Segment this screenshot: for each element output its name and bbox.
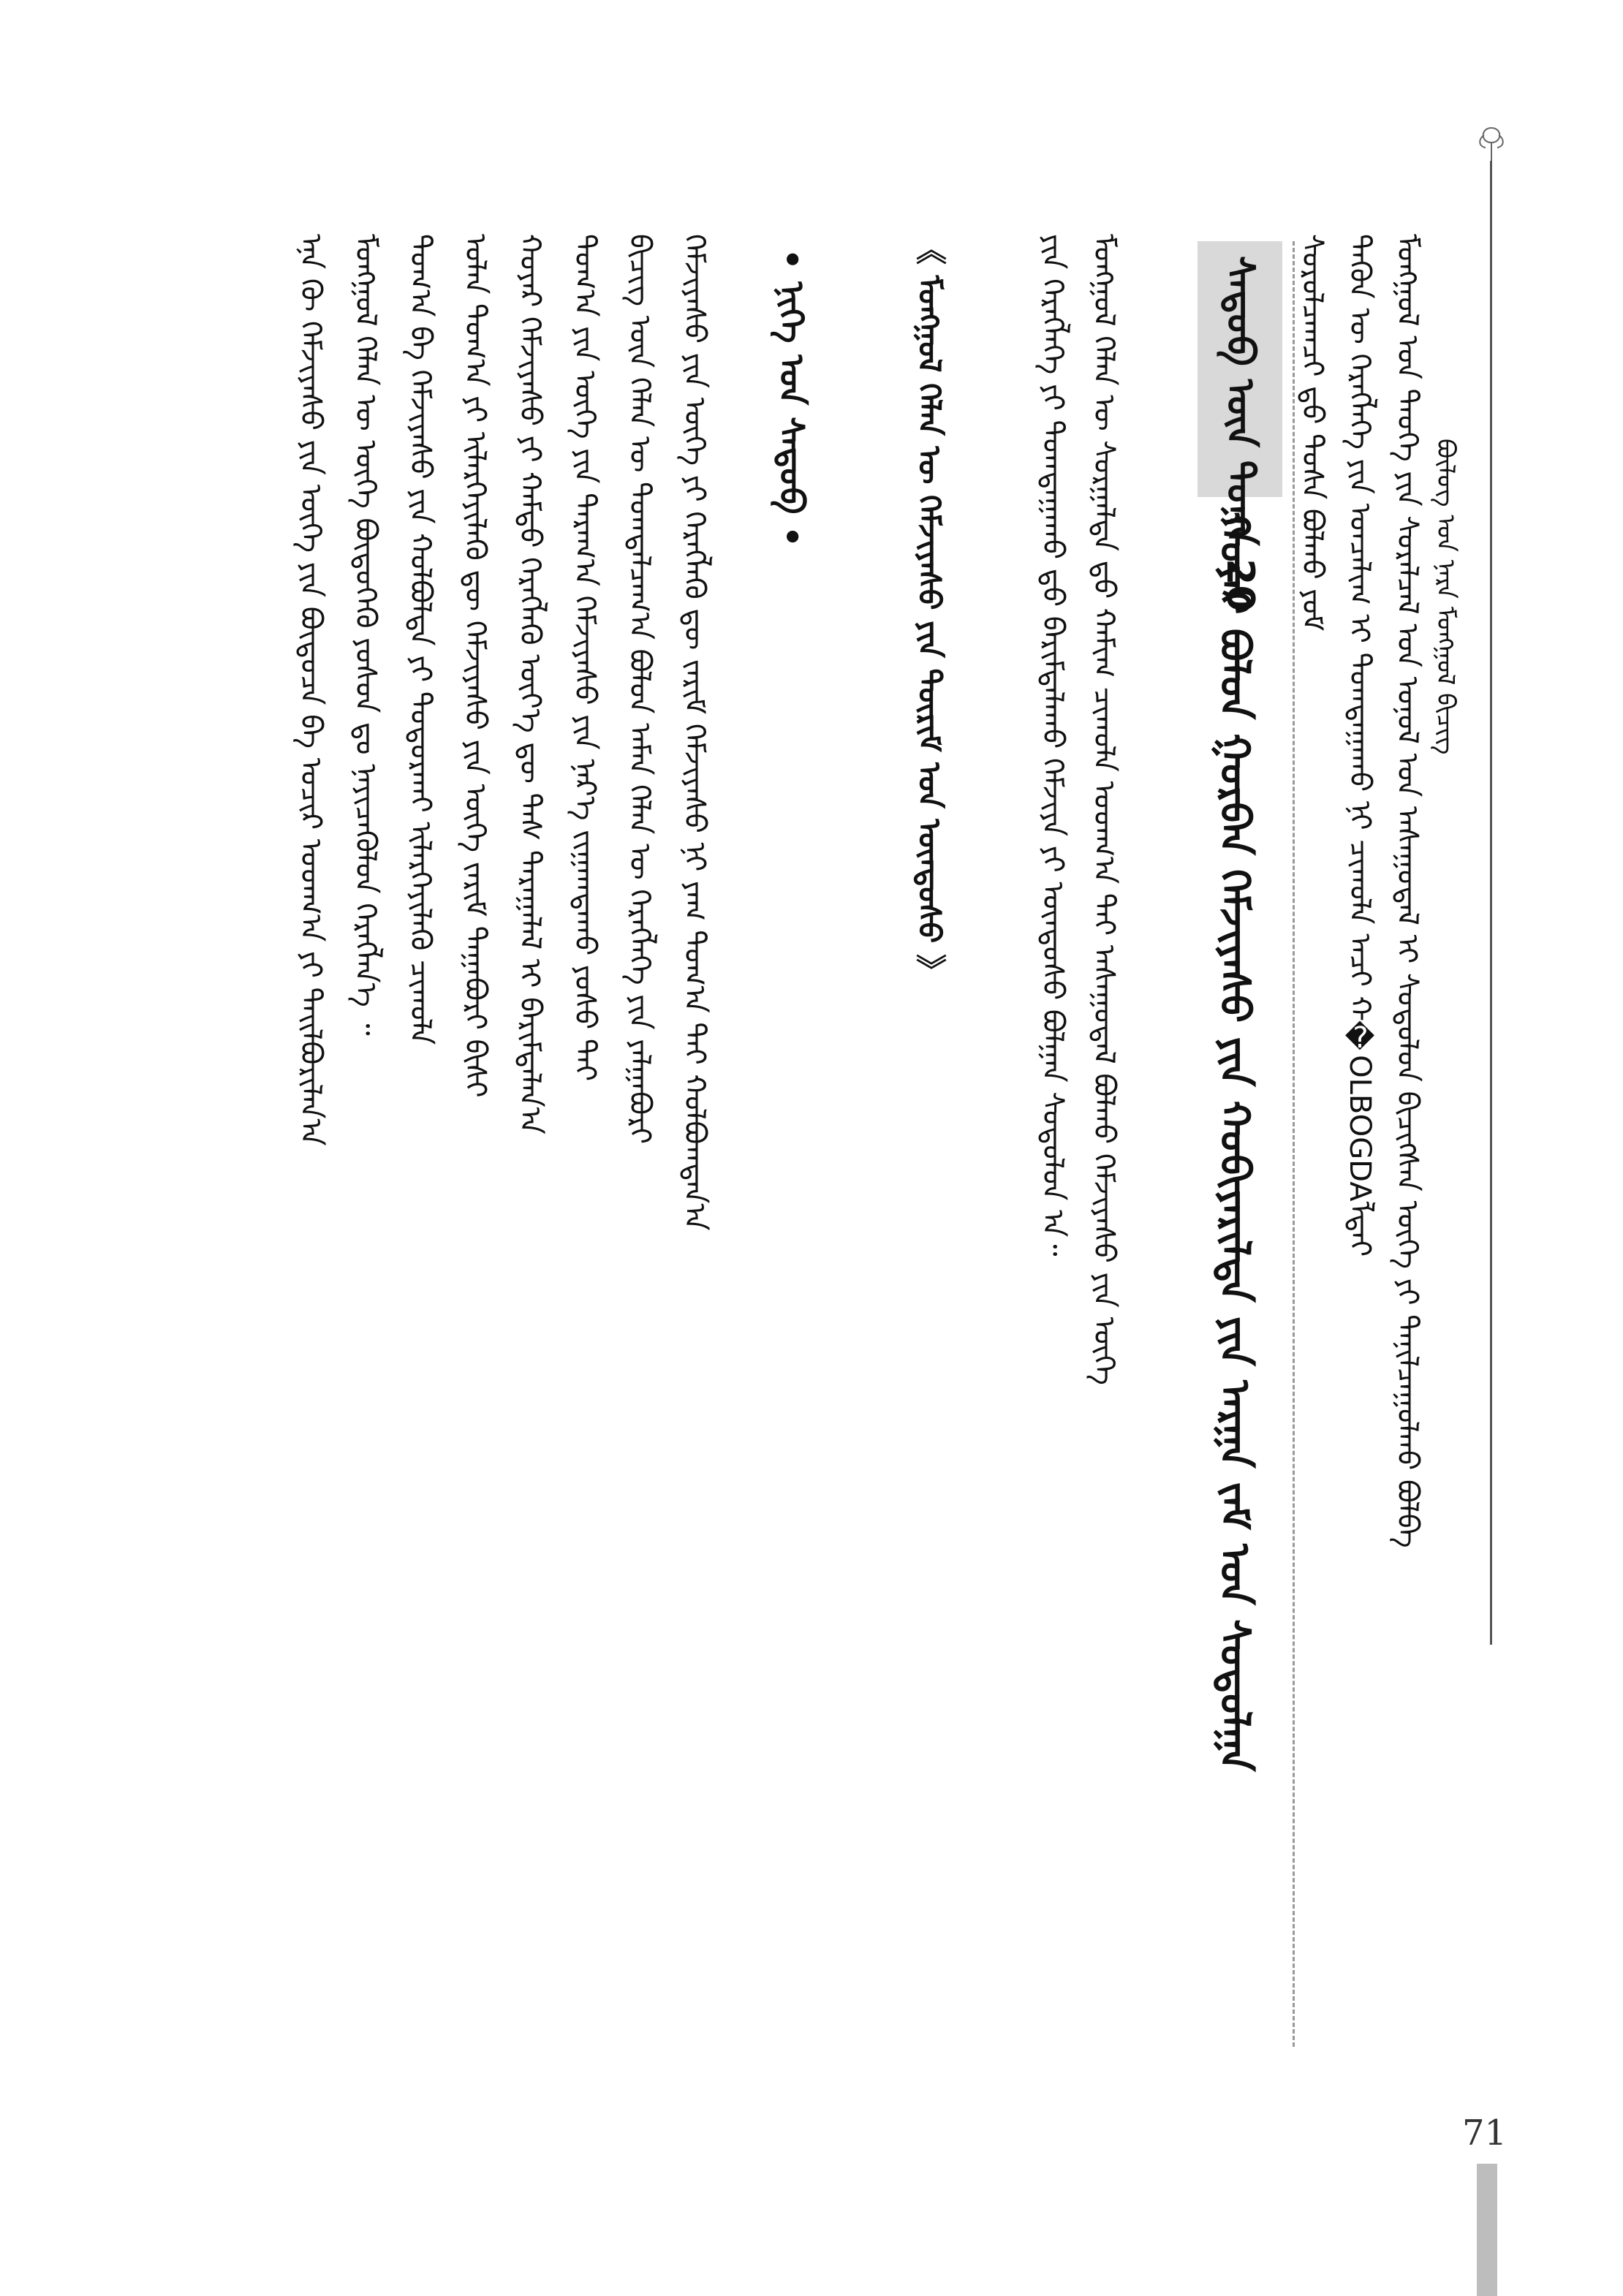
top-paragraph-line: ᠮᠣᠩᠭᠣᠯ ᠤᠨ ᠲᠡᠦᠬᠡ ᠶᠢᠨ ᠰᠤᠷᠠᠯᠴᠠᠯ ᠤᠨ ᠣᠨᠣᠯ ᠤᠨ ᠠᠰᠠᠭᠤᠳᠠᠯ ᠢ ᠰᠤᠳᠤᠯᠤᠨ ᠪᠢᠴᠢᠭᠰᠡᠨ ᠦᠭᠡ ᠶᠢ ᠲᠠᠨᠢᠯᠴᠠᠭᠤᠯᠬᠤ ᠪᠣᠯᠪᠠ (1391, 234, 1424, 1548)
chapter-label-box (1198, 241, 1282, 612)
page-number: 71 (1462, 2113, 1507, 2153)
body-paragraph-line: ᠣᠯᠠᠨ ᠲᠣᠭ᠎ᠠ ᠶᠢ ᠢᠯᠡᠷᠬᠡᠶᠢᠯᠡᠬᠦ ᠳᠦ ᠬᠡᠮᠵᠢᠶᠡᠰᠦ ᠶᠢᠨ ᠦᠭᠡ ᠵᠠᠷᠢᠮ ᠳᠠᠭᠠᠪᠤᠷᠢ ᠪᠢᠰᠢ (458, 234, 492, 1098)
body-paragraph-line: ᠲᠣᠭ᠎ᠠ ᠶᠢᠨ ᠦᠭᠡ ᠶᠢᠨ ᠳᠠᠷᠠᠭ᠎ᠠ ᠬᠡᠮᠵᠢᠶᠡᠰᠦ ᠶᠢᠨ ᠨᠡᠷ᠎ᠡ ᠵᠢᠭᠠᠭᠳᠠᠬᠤ ᠶᠣᠰᠣ ᠲᠠᠢ (568, 234, 602, 1082)
page-edge-bar (1477, 2164, 1497, 2296)
chapter-title: ᠬᠣᠶᠠᠷ ᠪᠣᠯᠤᠨ ᠭᠤᠷᠪᠠᠨ ᠬᠡᠮᠵᠢᠶᠡᠰᠦ ᠶᠢᠨ ᠬᠤᠪᠢᠶᠠᠷᠢᠯᠲᠠ ᠶᠢᠨ ᠠᠷᠭᠠ ᠵᠠᠮ ᠤᠨ ᠰᠤᠳᠤᠯᠭᠠ (1211, 512, 1258, 1772)
dashed-divider (1293, 241, 1295, 2047)
body-paragraph-line: ᠡᠨᠡ ᠬᠦ ᠬᠡᠮᠵᠢᠶᠡᠰᠦ ᠶᠢᠨ ᠦᠭᠡ ᠶᠢᠨ ᠪᠦᠲᠦᠴᠡ ᠪᠠ ᠤᠴᠢᠷ ᠤᠳᠬ᠎ᠠ ᠶᠢ ᠲᠠᠢᠯᠪᠤᠷᠢᠯᠠᠨ᠎ᠠ (294, 234, 328, 1146)
epigraph: 《 ᠮᠣᠩᠭᠣᠯ ᠬᠡᠯᠡᠨ ᠦ ᠬᠡᠮᠵᠢᠶᠡᠰᠦ ᠶᠢᠨ ᠳᠦᠷᠢᠮ ᠤᠨ ᠦᠨᠳᠦᠰᠦ 》 (912, 234, 947, 985)
running-header: ᠪᠦᠯᠦᠭ ᠤᠨ ᠨᠡᠷᠡ ᠮᠣᠩᠭᠣᠯ ᠪᠢᠴᠢᠭ (1431, 439, 1460, 755)
intro-paragraph-line: ᠮᠣᠩᠭᠣᠯ ᠬᠡᠯᠡᠨ ᠦ ᠰᠤᠷᠭᠠᠯᠲᠠ ᠳ᠋ᠤ ᠬᠠᠮᠢᠭ ᠴᠢᠬᠤᠯᠠ ᠤᠳᠬ᠎ᠠ ᠲᠠᠢ ᠠᠰᠠᠭᠤᠳᠠᠯ ᠪᠣᠯᠬᠤ ᠬᠡᠮᠵᠢᠶᠡᠰᠦ ᠶᠢᠨ ᠦᠭᠡ (1087, 234, 1121, 1385)
body-paragraph-line: ᠬᠣᠶᠠᠷ ᠬᠡᠮᠵᠢᠶᠡᠰᠦ ᠶᠢ ᠬᠠᠮᠲᠤ ᠬᠡᠷᠡᠭᠯᠡᠬᠦ ᠦᠶ᠎ᠡ ᠳᠦ ᠳᠡᠰ ᠳᠠᠷᠠᠭᠠᠯᠠᠯ ᠢ ᠪᠠᠷᠢᠮᠲᠠᠯᠠᠨ᠎ᠠ (513, 234, 547, 1134)
chapter-label: ᠰᠡᠳᠦᠪ ᠦᠨ ᠲᠣᠭᠠ 20 (1218, 256, 1262, 612)
top-paragraph-line: ᠲᠡᠭᠦᠨ ᠦ ᠬᠡᠷᠡᠭᠯᠡᠭᠡ ᠶᠢᠨ ᠣᠨᠴᠠᠯᠢᠭ ᠢ ᠲᠣᠭᠲᠠᠭᠠᠬᠤ ᠨᠢ ᠴᠢᠬᠤᠯᠠ ᠠᠴᠢ ᠬ�OLBOGDAᠯᠲᠠᠢ (1343, 234, 1377, 1257)
header-rule (1490, 161, 1492, 1645)
body-paragraph-line: ᠲᠣᠭ᠎ᠠ ᠪᠠ ᠬᠡᠮᠵᠢᠶᠡᠰᠦ ᠶᠢᠨ ᠬᠣᠯᠪᠣᠯᠲᠠ ᠶᠢ ᠲᠣᠳᠣᠷᠬᠠᠢ ᠢᠯᠡᠷᠬᠡᠶᠢᠯᠡᠬᠦ ᠴᠢᠬᠤᠯᠠ (404, 234, 437, 1045)
section-heading: • ᠨᠢᠭᠡ ᠤᠨ ᠰᠡᠳᠦᠪ • (772, 249, 812, 548)
body-paragraph-line: ᠮᠣᠩᠭᠣᠯ ᠬᠡᠯᠡᠨ ᠦ ᠦᠭᠡ ᠪᠦᠲᠦᠭᠡᠬᠦ ᠶᠣᠰᠣᠨ ᠳᠤ ᠨᠡᠶᠢᠴᠡᠭᠦᠯᠦᠨ ᠬᠡᠷᠡᠭᠯᠡᠨ᠎ᠡ ᠃ (349, 234, 382, 1036)
body-paragraph-line: ᠬᠡᠮᠵᠢᠶᠡᠰᠦ ᠶᠢᠨ ᠦᠭᠡ ᠶᠢ ᠬᠡᠷᠡᠭᠯᠡᠬᠦ ᠳᠦ ᠵᠠᠷᠢᠮ ᠬᠡᠮᠵᠢᠶᠡᠰᠦ ᠨᠢ ᠶᠠᠭ ᠲᠣᠭ᠎ᠠ ᠲᠠᠢ ᠬᠣᠯᠪᠣᠭᠳᠠᠨ᠎ᠠ (678, 234, 711, 1231)
body-paragraph-line: ᠪᠢᠴᠢᠭ ᠦᠨ ᠬᠡᠯᠡᠨ ᠦ ᠲᠣᠭᠲᠠᠯᠴᠠᠭ᠎ᠠ ᠪᠣᠯᠤᠨ ᠠᠮᠠᠨ ᠬᠡᠯᠡᠨ ᠦ ᠬᠡᠷᠡᠭᠯᠡᠭᠡ ᠶᠢᠨ ᠶᠠᠯᠭᠠᠪᠣᠷᠢ (623, 234, 657, 1144)
intro-paragraph-line: ᠶᠢᠨ ᠬᠡᠷᠡᠭᠯᠡᠭᠡ ᠶᠢ ᠲᠣᠭᠲᠠᠭᠠᠬᠤ ᠳ᠋ᠤ ᠪᠠᠷᠢᠮᠲᠠᠯᠠᠬᠤ ᠬᠡᠮᠵᠢᠶᠡ ᠶᠢ ᠦᠨᠳᠦᠰᠦ ᠪᠣᠯᠭᠠᠨ ᠰᠤᠳᠤᠯᠤᠨ ᠠ᠃ (1036, 234, 1070, 1257)
top-paragraph-line: ᠰᠤᠷᠤᠯᠴᠠᠭᠴᠢ ᠳ᠋ᠤ ᠲᠤᠰᠠ ᠪᠣᠯᠬᠤ ᠶᠤᠮ (1295, 234, 1329, 632)
